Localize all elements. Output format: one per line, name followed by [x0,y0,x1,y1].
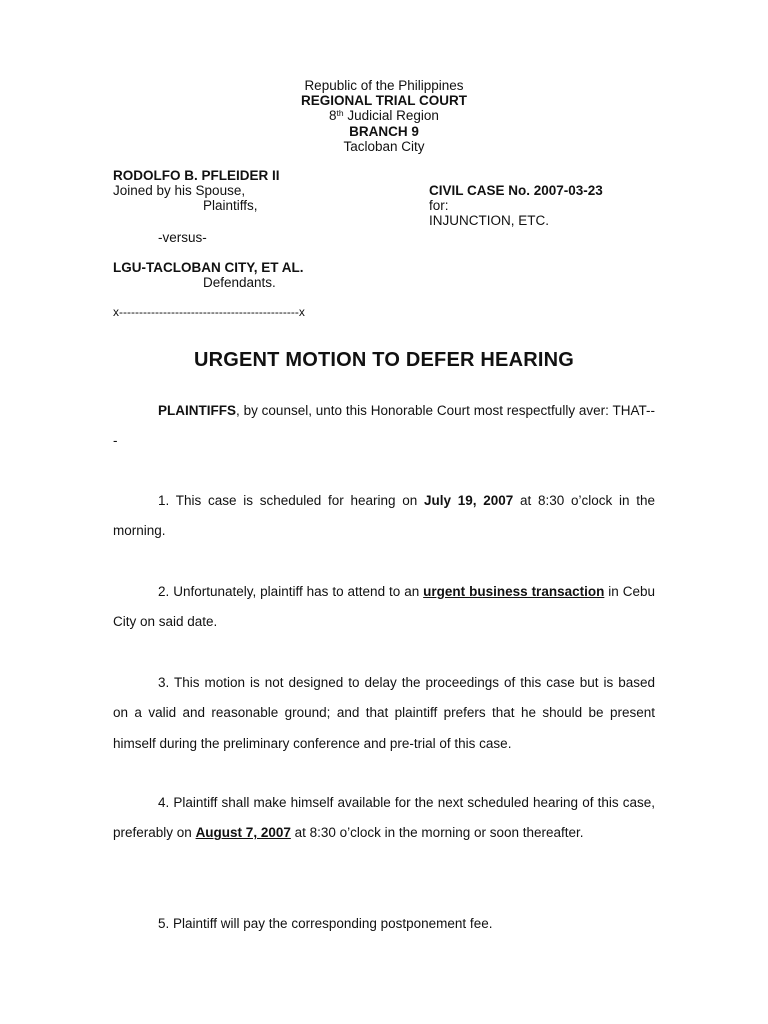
urgent-business-phrase: urgent business transaction [423,584,605,599]
case-for: for: [429,198,449,214]
paragraph-1: 1. This case is scheduled for hearing on July 19, 2007 at 8:30 o’clock in the morning. [113,493,655,539]
caption-separator: x---------------------------------------------x [113,305,305,319]
header-court: REGIONAL TRIAL COURT [300,93,467,109]
header-region: 8th Judicial Region [329,108,439,124]
paragraph-4: 4. Plaintiff shall make himself available for the next scheduled hearing of this case, preferably on August 7, 2007 at 8:30 o’clock in the morning or soon thereafter. [113,795,655,841]
court-header [0,78,768,154]
versus-label: -versus- [158,230,207,245]
header-branch: BRANCH 9 [349,123,419,139]
case-caption-number [429,183,603,229]
plaintiff-name: RODOLFO B. PFLEIDER II [113,168,280,183]
header-city: Tacloban City [343,138,425,154]
header-republic: Republic of the Philippines [304,78,464,93]
intro-lead: PLAINTIFFS [158,403,236,418]
paragraph-5: 5. Plaintiff will pay the corresponding postponement fee. [158,916,493,931]
plaintiff-joined: Joined by his Spouse, [113,183,246,199]
intro-text: , by counsel, unto this Honorable Court most respectfully aver: THAT--- [113,403,655,449]
proposed-date: August 7, 2007 [195,825,291,841]
hearing-date: July 19, 2007 [423,493,514,508]
defendant-role: Defendants. [203,275,276,290]
intro-paragraph [113,396,655,457]
plaintiff-role: Plaintiffs, [203,198,258,214]
case-nature: INJUNCTION, ETC. [429,213,549,229]
defendant-name: LGU-TACLOBAN CITY, ET AL. [113,260,304,275]
case-number: CIVIL CASE No. 2007-03-23 [429,183,603,198]
paragraph-3: 3. This motion is not designed to delay the proceedings of this case but is based on a valid and reasonable ground; and that plaintiff prefers that he should be present himself during the preliminary conference and pre-trial of this case. [113,675,655,751]
paragraph-2: 2. Unfortunately, plaintiff has to attend to an urgent business transaction in Cebu City on said date. [113,584,655,630]
document-title: URGENT MOTION TO DEFER HEARING [193,349,575,371]
case-caption-parties [113,168,280,214]
